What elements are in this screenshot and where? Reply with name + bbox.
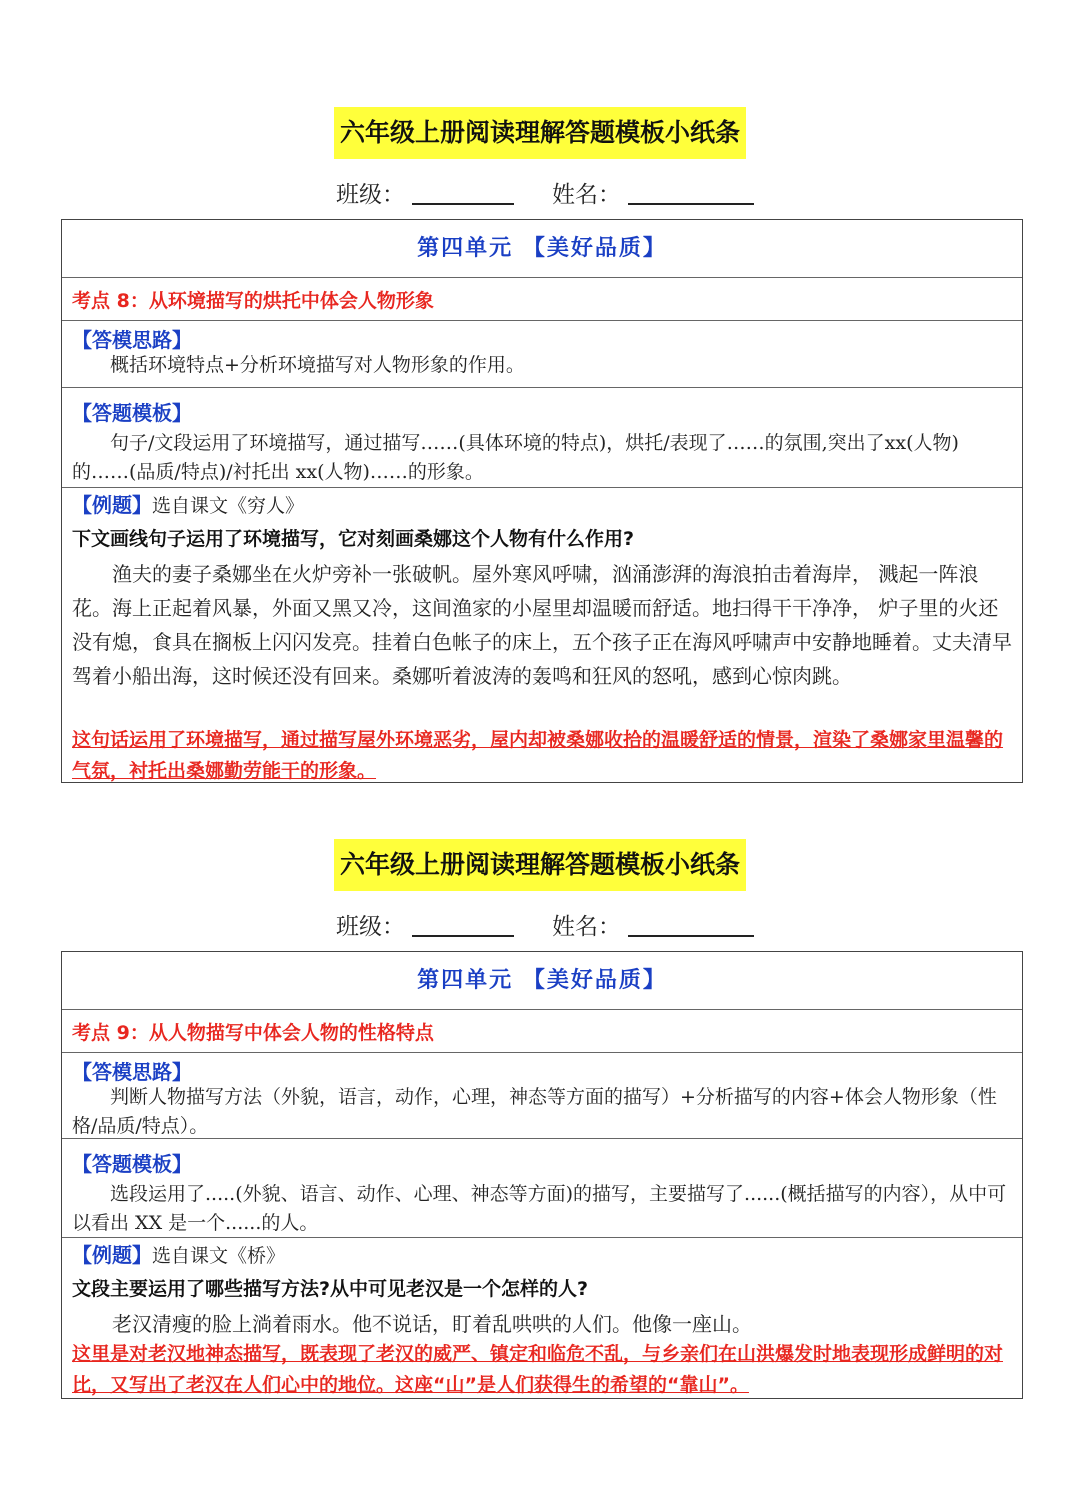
unit-row (62, 952, 1022, 1010)
class-blank[interactable] (412, 935, 514, 937)
thinking-row (62, 321, 1022, 388)
example-heading (72, 1241, 1012, 1271)
template-table (61, 219, 1023, 783)
example-row (62, 488, 1022, 784)
question-text: 文段主要运用了哪些描写方法?从中可见老汉是一个怎样的人? (72, 1278, 589, 1300)
name-label: 姓名： (552, 914, 621, 940)
template-text: 选段运用了.....(外貌、语言、动作、心理、神态等方面)的描写，主要描写了......(概括描写的内容），从中可以看出 XX 是一个......的人。 (72, 1183, 1007, 1234)
class-label: 班级： (336, 182, 405, 208)
thinking-text: 概括环境特点+分析环境描写对人物形象的作用。 (110, 354, 525, 376)
example-source: 选自课文《穷人》 (152, 495, 305, 517)
answer-text: 这句话运用了环境描写，通过描写屋外环境恶劣，屋内却被桑娜收拾的温暖舒适的情景，渲染了桑娜家里温馨的气氛，衬托出桑娜勤劳能干的形象。 (72, 729, 1004, 782)
example-label: 【例题】 (72, 493, 152, 517)
template-row (62, 388, 1022, 488)
student-info-row (0, 906, 1080, 942)
name-label: 姓名： (552, 182, 621, 208)
example-heading (72, 491, 1012, 521)
class-blank[interactable] (412, 203, 514, 205)
kaodian-row (62, 278, 1022, 321)
template-table (61, 951, 1023, 1399)
example-label: 【例题】 (72, 1243, 152, 1267)
answer-text: 这里是对老汉地神态描写，既表现了老汉的威严、镇定和临危不乱，与乡亲们在山洪爆发时地表现形成鲜明的对比，又写出了老汉在人们心中的地位。这座“山”是人们获得生的希望的“靠山”。 (72, 1343, 1004, 1396)
kaodian-title: 考点 9：从人物描写中体会人物的性格特点 (72, 1022, 434, 1044)
example-row (62, 1238, 1022, 1400)
class-label: 班级： (336, 914, 405, 940)
example-source: 选自课文《桥》 (152, 1245, 286, 1267)
name-blank[interactable] (628, 935, 754, 937)
sheet-title: 六年级上册阅读理解答题模板小纸条 (334, 839, 746, 891)
template-label: 【答题模板】 (72, 1152, 192, 1176)
kaodian-title: 考点 8：从环境描写的烘托中体会人物形象 (72, 290, 434, 312)
student-info-row (0, 174, 1080, 210)
thinking-row (62, 1053, 1022, 1139)
kaodian-row (62, 1010, 1022, 1053)
unit-title: 第四单元 【美好品质】 (417, 236, 667, 261)
unit-title: 第四单元 【美好品质】 (417, 968, 667, 993)
template-row (62, 1139, 1022, 1238)
template-text: 句子/文段运用了环境描写，通过描写……(具体环境的特点)，烘托/表现了……的氛围,突出了xx(人物)的……(品质/特点)/衬托出 xx(人物)……的形象。 (72, 432, 959, 483)
unit-row (62, 220, 1022, 278)
template-label: 【答题模板】 (72, 401, 192, 425)
passage-text: 渔夫的妻子桑娜坐在火炉旁补一张破帆。屋外寒风呼啸，汹涌澎湃的海浪拍击着海岸， 溅起一阵浪花。海上正起着风暴，外面又黑又冷，这间渔家的小屋里却温暖而舒适。地扫得干干净净， 炉子里的火还没有熄，食具在搁板上闪闪发亮。挂着白色帐子的床上，五个孩子正在海风呼啸声中安静地睡着。丈夫清早驾着小船出海，这时候还没有回来。桑娜听着波涛的轰鸣和狂风的怒吼，感到心惊肉跳。 (72, 562, 1012, 688)
thinking-label: 【答模思路】 (72, 328, 192, 352)
thinking-label: 【答模思路】 (72, 1060, 192, 1084)
passage-text: 老汉清瘦的脸上淌着雨水。他不说话，盯着乱哄哄的人们。他像一座山。 (112, 1312, 752, 1336)
sheet-title: 六年级上册阅读理解答题模板小纸条 (334, 107, 746, 159)
thinking-text: 判断人物描写方法（外貌，语言，动作，心理，神态等方面的描写）+分析描写的内容+体会人物形象（性格/品质/特点）。 (72, 1086, 997, 1137)
question-text: 下文画线句子运用了环境描写，它对刻画桑娜这个人物有什么作用? (72, 528, 635, 550)
name-blank[interactable] (628, 203, 754, 205)
